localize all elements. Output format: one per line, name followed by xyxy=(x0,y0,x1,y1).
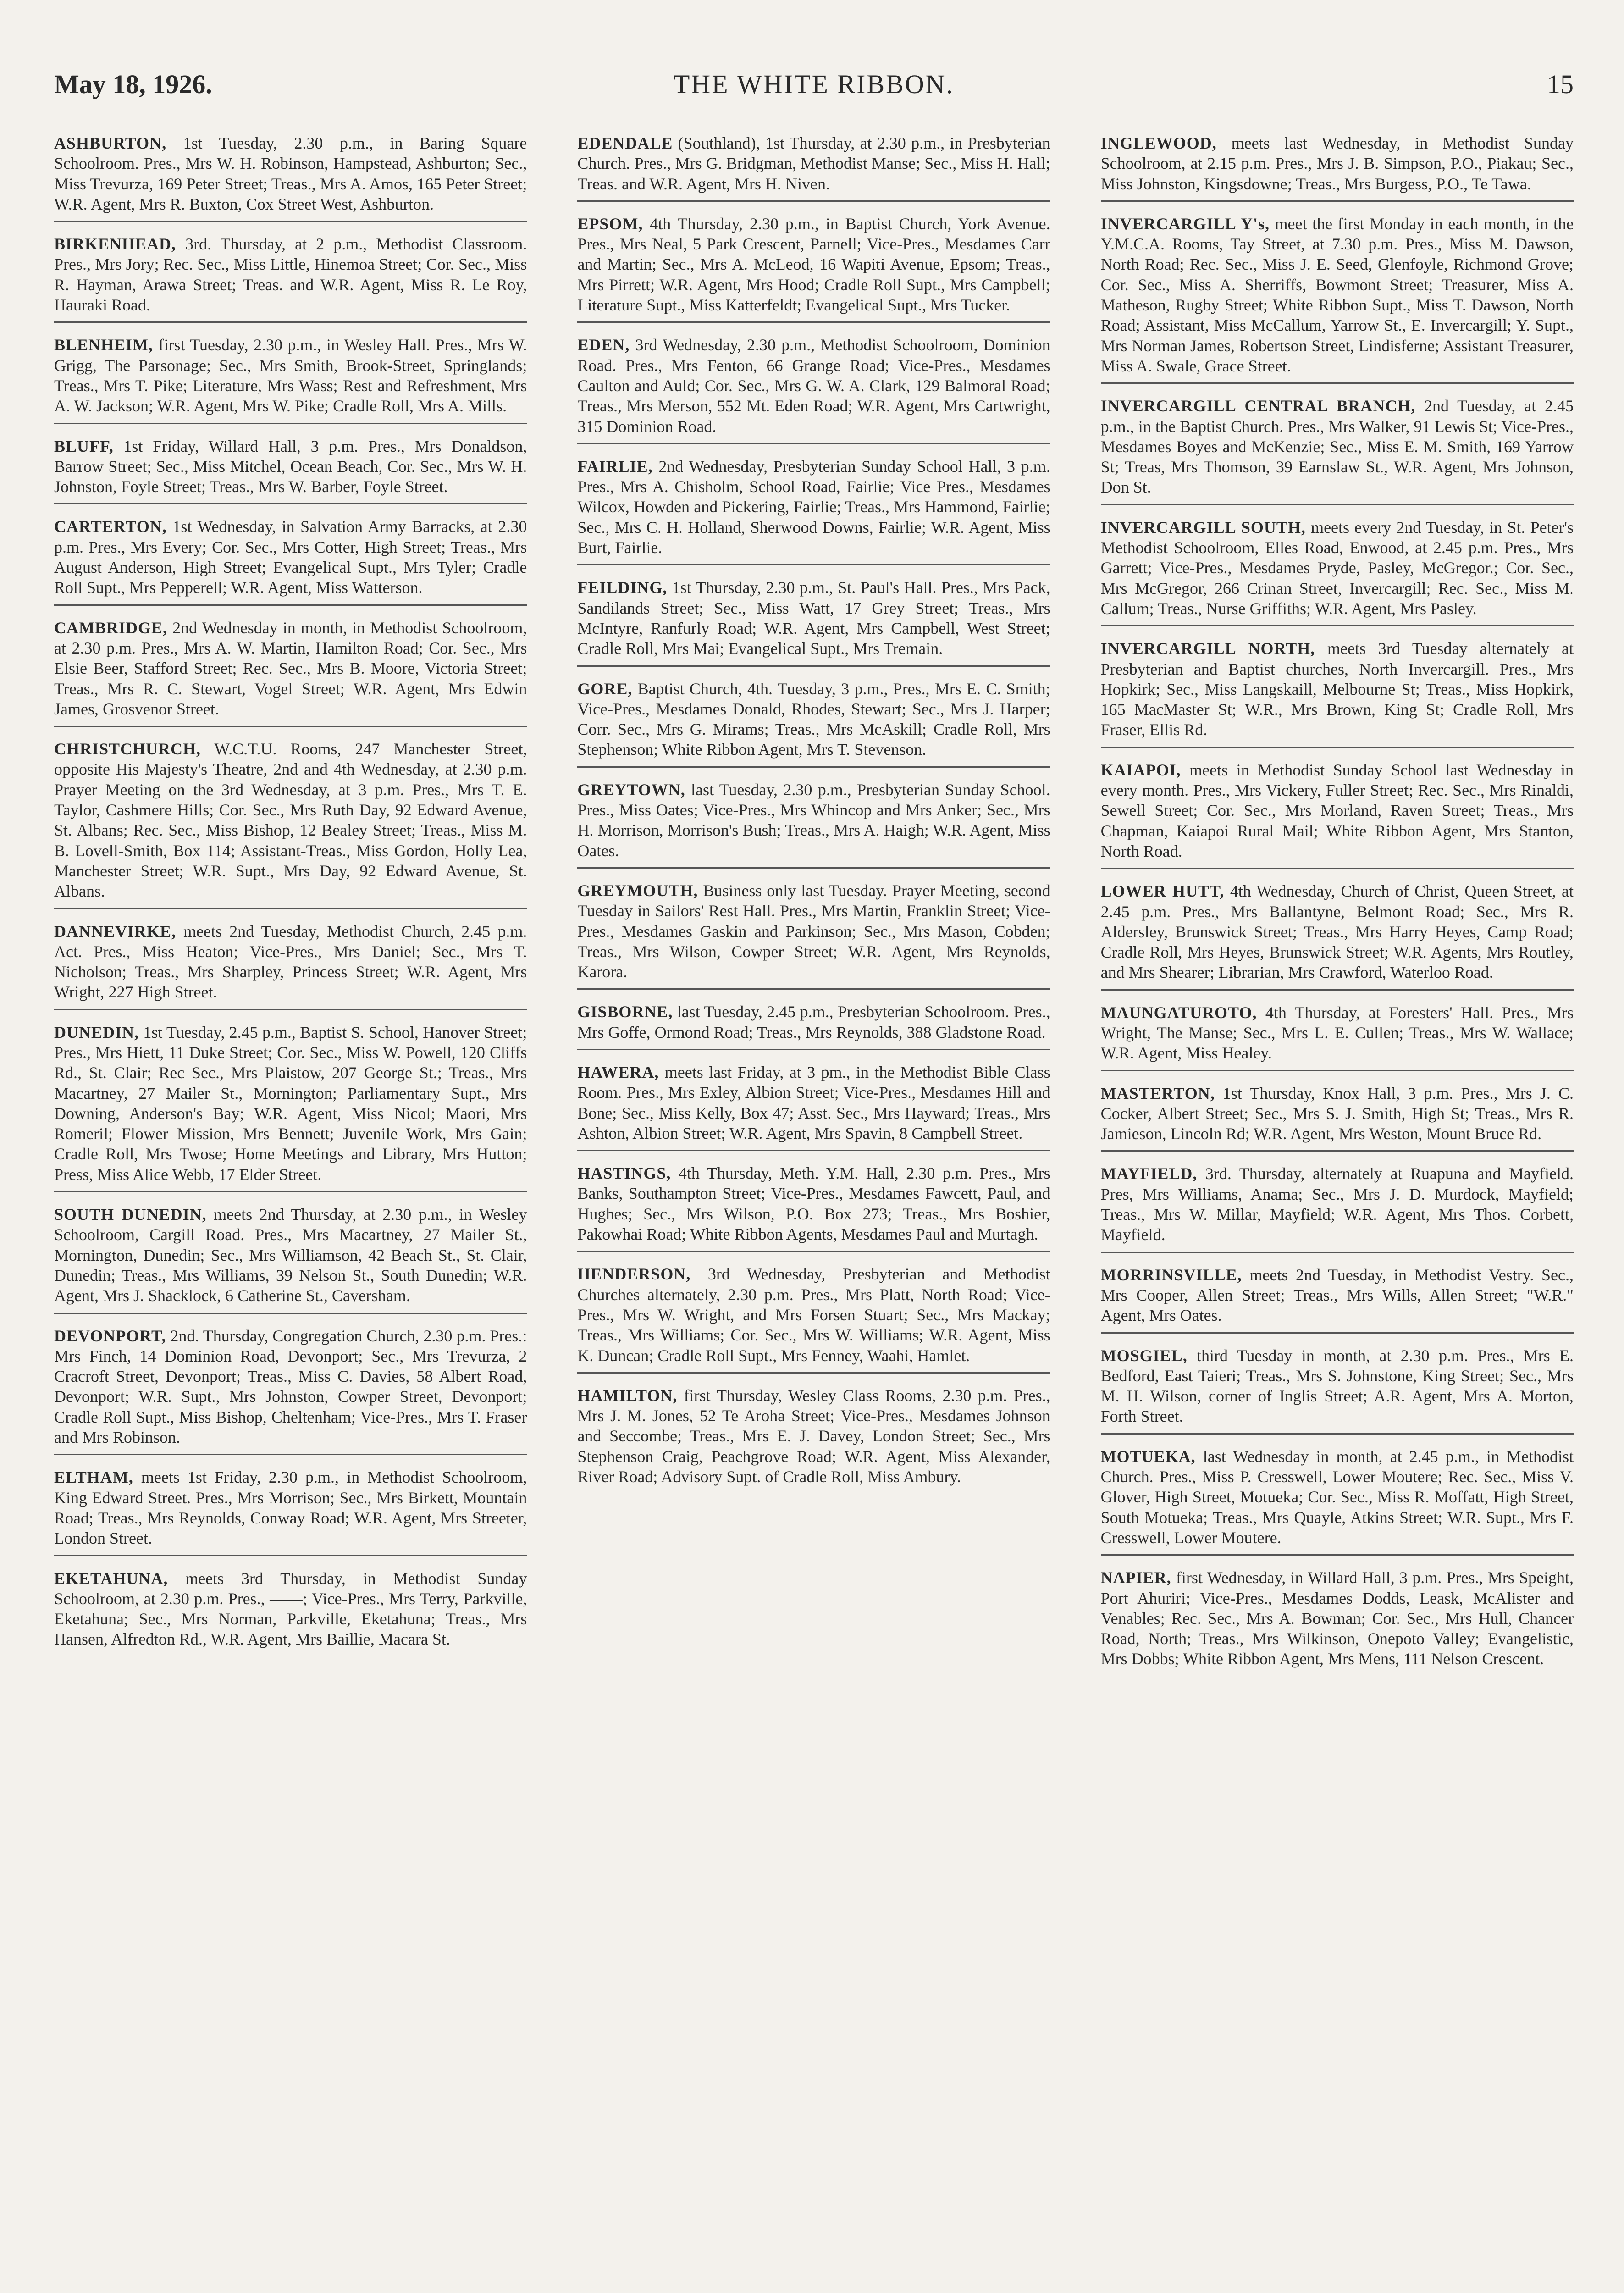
branch-entry xyxy=(54,133,527,222)
branch-details: meets 3rd Thursday, in Methodist Sunday Schoolroom, at 2.30 p.m. Pres., ——; Vice-Pres., Mrs Terry, Parkville, Eketahuna; Sec., Mrs Norman, Parkville, Eketahuna; Treas., Mrs Hansen, Alfredton Rd., W.R. Agent, Mrs Baillie, Macara St. xyxy=(54,1569,527,1649)
branch-details: Business only last Tuesday. Prayer Meeting, second Tuesday in Sailors' Rest Hall. Pres., Mrs Martin, Franklin Street; Vice-Pres., Mesdames Gaskin and Parkinson; Sec., Mrs Mason, Cobden; Treas., Mrs Wilson, Cowper Street; W.R. Agent, Mrs Reynolds, Karora. xyxy=(577,881,1050,981)
branch-entry xyxy=(577,1264,1050,1373)
branch-details: 1st Tuesday, 2.30 p.m., in Baring Square Schoolroom. Pres., Mrs W. H. Robinson, Hampstead, Ashburton; Sec., Miss Trevurza, 169 Peter Street; Treas., Mrs A. Amos, 165 Peter Street; W.R. Agent, Mrs R. Buxton, Cox Street West, Ashburton. xyxy=(54,134,527,213)
branch-entry xyxy=(54,739,527,909)
branch-details: meets in Methodist Sunday School last Wednesday in every month. Pres., Mrs Vickery, Fuller Street; Rec. Sec., Mrs Rinaldi, Sewell Street; Cor. Sec., Mrs Morland, Raven Street; Treas., Mrs Chapman, Kaiapoi Rural Mail; White Ribbon Agent, Mrs Stanton, North Road. xyxy=(1100,760,1574,860)
branch-entry xyxy=(577,1062,1050,1151)
branch-details: 1st Thursday, 2.30 p.m., St. Paul's Hall. Pres., Mrs Pack, Sandilands Street; Sec., Miss Watt, 17 Grey Street; Treas., Mrs McIntyre, Ranfurly Road; W.R. Agent, Mrs Campbell, West Street; Cradle Roll, Mrs Mai; Evangelical Supt., Mrs Tremain. xyxy=(577,578,1050,658)
branch-name: MOSGIEL, xyxy=(1100,1346,1188,1365)
branch-details: meets last Friday, at 3 pm., in the Methodist Bible Class Room. Pres., Mrs Exley, Albion Street; Vice-Pres., Mesdames Hill and Bone; Sec., Miss Kelly, Box 47; Asst. Sec., Mrs Hayward; Treas., Mrs Ashton, Albion Street; W.R. Agent, Mrs Spavin, 8 Campbell Street. xyxy=(577,1063,1050,1142)
branch-details: 2nd. Thursday, Congregation Church, 2.30 p.m. Pres.: Mrs Finch, 14 Dominion Road, Devonport; Sec., Mrs Trevurza, 2 Cracroft Street, Devonport; Treas., Miss C. Davies, 58 Albert Road, Devonport; W.R. Supt., Mrs Johnston, Cowper Street, Devonport; Cradle Roll Supt., Miss Bishop, Cheltenham; Vice-Pres., Mrs T. Fraser and Mrs Robinson. xyxy=(54,1326,527,1447)
branch-entry xyxy=(577,679,1050,768)
branch-details: meets last Wednesday, in Methodist Sunday Schoolroom, at 2.15 p.m. Pres., Mrs J. B. Simpson, P.O., Piakau; Sec., Miss Johnston, Kingsdowne; Treas., Mrs Burgess, P.O., Te Tawa. xyxy=(1100,134,1574,193)
branch-name: FEILDING, xyxy=(577,578,668,597)
branch-name: KAIAPOI, xyxy=(1100,760,1181,779)
branch-details: first Tuesday, 2.30 p.m., in Wesley Hall. Pres., Mrs W. Grigg, The Parsonage; Sec., Mrs Smith, Brook-Street, Springlands; Treas., Mrs T. Pike; Literature, Mrs Wass; Rest and Refreshment, Mrs A. W. Jackson; W.R. Agent, Mrs W. Pike; Cradle Roll, Mrs A. Mills. xyxy=(54,336,527,415)
branch-entry xyxy=(577,1002,1050,1050)
branch-name: CHRISTCHURCH, xyxy=(54,740,201,759)
branch-name: EPSOM, xyxy=(577,214,643,233)
branch-details: 4th Thursday, at Foresters' Hall. Pres., Mrs Wright, The Manse; Sec., Mrs L. E. Cullen; Treas., Mrs W. Wallace; W.R. Agent, Miss Healey. xyxy=(1100,1003,1574,1063)
branch-details: meets 2nd Tuesday, Methodist Church, 2.45 p.m. Act. Pres., Miss Heaton; Vice-Pres., Mrs Daniel; Sec., Mrs T. Nicholson; Treas., Mrs Sharpley, Princess Street; W.R. Agent, Mrs Wright, 227 High Street. xyxy=(54,922,527,1002)
branch-entry xyxy=(577,577,1050,666)
branch-name: EDEN, xyxy=(577,336,630,354)
branch-details: 2nd Wednesday in month, in Methodist Schoolroom, at 2.30 p.m. Pres., Mrs A. W. Martin, Hamilton Road; Cor. Sec., Mrs Elsie Beer, Stafford Street; Rec. Sec., Mrs B. Moore, Victoria Street; Treas., Mrs R. C. Stewart, Vogel Street; W.R. Agent, Mrs Edwin James, Grosvenor Street. xyxy=(54,618,527,718)
branch-name: EDENDALE xyxy=(577,134,673,152)
branch-details: 1st Friday, Willard Hall, 3 p.m. Pres., Mrs Donaldson, Barrow Street; Sec., Miss Mitchel, Ocean Beach, Cor. Sec., Mrs W. H. Johnston, Foyle Street; Treas., Mrs W. Barber, Foyle Street. xyxy=(54,437,527,496)
branch-entry xyxy=(1101,1083,1574,1152)
issue-date: May 18, 1926. xyxy=(54,69,212,99)
branch-name: EKETAHUNA, xyxy=(54,1569,168,1588)
branch-details: (Southland), 1st Thursday, at 2.30 p.m., in Presbyterian Church. Pres., Mrs G. Bridgman, Methodist Manse; Sec., Miss H. Hall; Treas. and W.R. Agent, Mrs H. Niven. xyxy=(577,134,1050,193)
branch-details: first Thursday, Wesley Class Rooms, 2.30 p.m. Pres., Mrs J. M. Jones, 52 Te Aroha Street; Vice-Pres., Mesdames Johnson and Seccombe; Treas., Mrs E. J. Davey, London Street; Sec., Mrs Stephenson Craig, Peachgrove Road; W.R. Agent, Miss Alexander, River Road; Advisory Supt. of Cradle Roll, Miss Ambury. xyxy=(577,1386,1050,1486)
branch-entry xyxy=(1101,133,1574,202)
branch-name: BLUFF, xyxy=(54,437,114,455)
branch-details: 4th Thursday, 2.30 p.m., in Baptist Church, York Avenue. Pres., Mrs Neal, 5 Park Crescent, Parnell; Vice-Pres., Mesdames Carr and Martin; Sec., Mrs A. McLeod, 16 Wapiti Avenue, Epsom; Treas., Mrs Pirrett; W.R. Agent, Mrs Hood; Cradle Roll Supt., Mrs Campbell; Literature Supt., Miss Katterfeldt; Evangelical Supt., Mrs Tucker. xyxy=(577,214,1050,315)
branch-name: GREYTOWN, xyxy=(577,780,685,799)
page-number: 15 xyxy=(1547,69,1574,99)
branch-name: DANNEVIRKE, xyxy=(54,922,177,941)
branch-details: last Tuesday, 2.30 p.m., Presbyterian Sunday School. Pres., Miss Oates; Vice-Pres., Mrs Whincop and Mrs Anker; Sec., Mrs H. Morrison, Morrison's Bush; Treas., Mrs A. Haigh; W.R. Agent, Miss Oates. xyxy=(577,780,1050,860)
page-header xyxy=(54,55,1574,105)
branch-name: CAMBRIDGE, xyxy=(54,618,168,637)
branch-name: HASTINGS, xyxy=(577,1164,671,1183)
branch-details: meet the first Monday in each month, in the Y.M.C.A. Rooms, Tay Street, at 7.30 p.m. Pres., Miss M. Dawson, North Road; Rec. Sec., Miss J. E. Seed, Glenfoyle, Richmond Grove; Cor. Sec., Miss A. Sherriffs, Bowmont Street; Treasurer, Miss A. Matheson, Rugby Street; White Ribbon Supt., Miss T. Dawson, North Road; Assistant, Miss McCallum, Yarrow St., E. Invercargill; Y. Supt., Mrs Norman James, Robertson Street, Lindisferne; Assistant Treasurer, Miss A. Swale, Grace Street. xyxy=(1100,214,1574,375)
branch-entry xyxy=(1101,1002,1574,1071)
branch-name: CARTERTON, xyxy=(54,517,167,536)
branch-entry xyxy=(1101,1163,1574,1252)
branch-entry xyxy=(577,335,1050,444)
branch-name: MORRINSVILLE, xyxy=(1100,1265,1242,1284)
branch-entry xyxy=(54,335,527,424)
branch-entry xyxy=(1101,1446,1574,1556)
branch-name: MAUNGATUROTO, xyxy=(1100,1003,1257,1022)
branch-entry xyxy=(1101,396,1574,505)
branch-details: 1st Tuesday, 2.45 p.m., Baptist S. School, Hanover Street; Pres., Mrs Hiett, 11 Duke Street; Cor. Sec., Miss W. Powell, 120 Cliffs Rd., St. Clair; Rec Sec., Mrs Plaistow, 207 George St.; Treas., Mrs Macartney, 27 Mailer St., Mornington; Parliamentary Supt., Mrs Downing, Anderson's Bay; W.R. Agent, Miss Nicol; Maori, Mrs Romeril; Flower Mission, Mrs Bennett; Juvenile Work, Mrs Gain; Cradle Roll, Mrs Twose; Home Meetings and Library, Mrs Hutton; Press, Miss Alice Webb, 17 Elder Street. xyxy=(54,1023,527,1184)
branch-entry xyxy=(54,234,527,323)
branch-name: MASTERTON, xyxy=(1100,1084,1215,1102)
branch-entry xyxy=(54,921,527,1010)
branch-name: HAWERA, xyxy=(577,1063,659,1081)
branch-entry xyxy=(54,516,527,605)
branch-entry xyxy=(577,1385,1050,1493)
branch-name: DUNEDIN, xyxy=(54,1023,139,1041)
branch-details: 1st Wednesday, in Salvation Army Barracks, at 2.30 p.m. Pres., Mrs Every; Cor. Sec., Mrs Cotter, High Street; Treas., Mrs August Anderson, High Street; Evangelical Supt., Mrs Tyler; Cradle Roll Supt., Mrs Pepperell; W.R. Agent, Miss Watterson. xyxy=(54,517,527,597)
branch-name: INVERCARGILL SOUTH, xyxy=(1100,518,1306,537)
branch-details: 4th Thursday, Meth. Y.M. Hall, 2.30 p.m. Pres., Mrs Banks, Southampton Street; Vice-Pres., Mesdames Fawcett, Paul, and Hughes; Sec., Mrs Wilson, P.O. Box 273; Treas., Mrs Boshier, Pakowhai Road; White Ribbon Agents, Mesdames Paul and Murtagh. xyxy=(577,1164,1050,1244)
branch-entry xyxy=(1101,214,1574,384)
branch-name: INVERCARGILL NORTH, xyxy=(1100,639,1315,658)
branch-name: GISBORNE, xyxy=(577,1002,673,1021)
branch-entry xyxy=(54,618,527,727)
branch-name: NAPIER, xyxy=(1100,1568,1171,1587)
branch-details: last Tuesday, 2.45 p.m., Presbyterian Schoolroom. Pres., Mrs Goffe, Ormond Road; Treas., Mrs Reynolds, 388 Gladstone Road. xyxy=(577,1002,1050,1041)
branch-details: 3rd. Thursday, at 2 p.m., Methodist Classroom. Pres., Mrs Jory; Rec. Sec., Miss Little, Hinemoa Street; Cor. Sec., Miss R. Hayman, Arawa Street; Treas. and W.R. Agent, Miss R. Le Roy, Hauraki Road. xyxy=(54,235,527,315)
branch-details: meets 2nd Thursday, at 2.30 p.m., in Wesley Schoolroom, Cargill Road. Pres., Mrs Macartney, 27 Mailer St., Mornington, Dunedin; Sec., Mrs Williamson, 42 Beach St., St. Clair, Dunedin; Treas., Mrs Williams, 39 Nelson St., South Dunedin; W.R. Agent, Mrs J. Shacklock, 6 Catherine St., Caversham. xyxy=(54,1205,527,1305)
branch-name: BLENHEIM, xyxy=(54,336,154,354)
branch-entry xyxy=(1101,517,1574,626)
branch-entry xyxy=(54,1326,527,1456)
branch-name: LOWER HUTT, xyxy=(1100,882,1225,901)
branch-entry xyxy=(1101,760,1574,869)
branch-entry xyxy=(1101,1346,1574,1435)
branch-details: W.C.T.U. Rooms, 247 Manchester Street, opposite His Majesty's Theatre, 2nd and 4th Wednesday, at 2.30 p.m. Prayer Meeting on the 3rd Wednesday, at 3 p.m. Pres., Mrs T. E. Taylor, Cashmere Hills; Cor. Sec., Mrs Ruth Day, 92 Edward Avenue, St. Albans; Rec. Sec., Miss Bishop, 12 Bealey Street; Treas., Miss M. B. Lovell-Smith, Box 114; Assistant-Treas., Miss Gordon, Holly Lea, Manchester Street; W.R. Supt., Mrs Day, 92 Edward Avenue, St. Albans. xyxy=(54,740,527,901)
branch-details: third Tuesday in month, at 2.30 p.m. Pres., Mrs E. Bedford, East Taieri; Treas., Mrs S. Johnstone, King Street; Sec., Mrs M. H. Wilson, corner of Inglis Street; A.R. Agent, Mrs A. Morton, Forth Street. xyxy=(1100,1346,1574,1426)
branch-entry xyxy=(577,456,1050,565)
branch-details: 1st Thursday, Knox Hall, 3 p.m. Pres., Mrs J. C. Cocker, Albert Street; Sec., Mrs S. J. Smith, High St; Treas., Mrs R. Jamieson, Lincoln Rd; W.R. Agent, Mrs Weston, Mount Bruce Rd. xyxy=(1100,1084,1574,1143)
branch-details: last Wednesday in month, at 2.45 p.m., in Methodist Church. Pres., Miss P. Cresswell, Lower Moutere; Rec. Sec., Miss V. Glover, High Street, Motueka; Cor. Sec., Miss R. Moffatt, High Street, South Motueka; Treas., Mrs Quayle, Atkins Street; W.R. Supt., Mrs F. Cresswell, Lower Moutere. xyxy=(1100,1447,1574,1547)
branch-entry xyxy=(1101,1567,1574,1675)
branch-details: Baptist Church, 4th. Tuesday, 3 p.m., Pres., Mrs E. C. Smith; Vice-Pres., Mesdames Donald, Rhodes, Stewart; Sec., Mrs J. Harper; Corr. Sec., Mrs G. Mirams; Treas., Mrs McAskill; Cradle Roll, Mrs Stephenson; White Ribbon Agent, Mrs T. Stevenson. xyxy=(577,679,1050,759)
branch-name: INVERCARGILL CENTRAL BRANCH, xyxy=(1100,397,1416,415)
branch-entry xyxy=(54,1204,527,1313)
directory-columns xyxy=(54,133,1574,2265)
branch-name: INVERCARGILL Y's, xyxy=(1100,214,1270,233)
branch-details: 4th Wednesday, Church of Christ, Queen Street, at 2.45 p.m. Pres., Mrs Ballantyne, Belmont Road; Sec., Mrs R. Aldersley, Brunswick Street; Treas., Mrs Harry Heyes, Camp Road; Cradle Roll, Mrs Heyes, Brunswick Street; W.R. Agents, Mrs Routley, and Mrs Shearer; Librarian, Mrs Crawford, Waterloo Road. xyxy=(1100,882,1574,982)
branch-name: DEVONPORT, xyxy=(54,1326,166,1345)
branch-name: INGLEWOOD, xyxy=(1100,134,1217,152)
branch-entry xyxy=(54,1022,527,1192)
branch-name: BIRKENHEAD, xyxy=(54,235,177,254)
branch-details: meets 3rd Tuesday alternately at Presbyterian and Baptist churches, North Invercargill. Pres., Mrs Hopkirk; Sec., Miss Langskaill, Melbourne St; Treas., Miss Hopkirk, 165 MacMaster St; W.R., Mrs Brown, King St; Cradle Roll, Mrs Fraser, Ellis Rd. xyxy=(1100,639,1574,739)
branch-details: meets 2nd Tuesday, in Methodist Vestry. Sec., Mrs Cooper, Allen Street; Treas., Mrs Wills, Allen Street; "W.R." Agent, Mrs Oates. xyxy=(1100,1265,1574,1325)
branch-details: 3rd Wednesday, 2.30 p.m., Methodist Schoolroom, Dominion Road. Pres., Mrs Fenton, 66 Grange Road; Vice-Pres., Mesdames Caulton and Auld; Cor. Sec., Mrs G. W. A. Clark, 129 Balmoral Road; Treas., Mrs Merson, 552 Mt. Eden Road; W.R. Agent, Mrs Cartwright, 315 Dominion Road. xyxy=(577,336,1050,436)
branch-entry xyxy=(577,881,1050,990)
branch-details: 2nd Tuesday, at 2.45 p.m., in the Baptist Church. Pres., Mrs Walker, 91 Lewis St; Vice-Pres., Mesdames Boyes and McKenzie; Sec., Miss E. M. Smith, 169 Yarrow St; Treas, Mrs Thomson, 39 Earnslaw St., W.R. Agent, Mrs Johnson, Don St. xyxy=(1100,397,1574,497)
branch-details: meets every 2nd Tuesday, in St. Peter's Methodist Schoolroom, Elles Road, Enwood, at 2.45 p.m. Pres., Mrs Garrett; Vice-Pres., Mesdames Pryde, Pasley, McGregor.; Cor. Sec., Mrs McGregor, 266 Crinan Street, Invercargill; Rec. Sec., Miss M. Callum; Treas., Nurse Griffiths; W.R. Agent, Mrs Pasley. xyxy=(1100,518,1574,618)
branch-entry xyxy=(54,1467,527,1556)
branch-name: GORE, xyxy=(577,679,633,698)
branch-name: HENDERSON, xyxy=(577,1265,691,1284)
branch-entry xyxy=(577,214,1050,323)
branch-name: MOTUEKA, xyxy=(1100,1447,1196,1466)
branch-entry xyxy=(54,436,527,505)
branch-details: first Wednesday, in Willard Hall, 3 p.m. Pres., Mrs Speight, Port Ahuriri; Vice-Pres., Mesdames Dodds, Leask, McAlister and Venables; Rec. Sec., Mrs A. Bowman; Cor. Sec., Mrs Hull, Chancer Road, North; Treas., Mrs Wilkinson, Onepoto Valley; Evangelistic, Mrs Dobbs; White Ribbon Agent, Mrs Mens, 111 Nelson Crescent. xyxy=(1100,1568,1574,1668)
branch-entry xyxy=(54,1568,527,1656)
branch-details: 3rd. Thursday, alternately at Ruapuna and Mayfield. Pres, Mrs Williams, Anama; Sec., Mrs J. D. Murdock, Mayfield; Treas., Mrs W. Millar, Mayfield; W.R. Agent, Mrs Thos. Corbett, Mayfield. xyxy=(1100,1164,1574,1244)
branch-name: ELTHAM, xyxy=(54,1468,133,1487)
branch-details: 2nd Wednesday, Presbyterian Sunday School Hall, 3 p.m. Pres., Mrs A. Chisholm, School Road, Fairlie; Vice Pres., Mesdames Wilcox, Howden and Pickering, Fairlie; Treas., Mrs Hammond, Fairlie; Sec., Mrs C. H. Holland, Sherwood Downs, Fairlie; W.R. Agent, Miss Burt, Fairlie. xyxy=(577,457,1050,557)
branch-details: 3rd Wednesday, Presbyterian and Methodist Churches alternately, 2.30 p.m. Pres., Mrs Platt, North Road; Vice-Pres., Mrs W. Wright, and Mrs Forsen Stuart; Sec., Mrs Mackay; Treas., Mrs Williams; Cor. Sec., Mrs W. Williams; W.R. Agent, Miss K. Duncan; Cradle Roll Supt., Mrs Fenney, Waahi, Hamlet. xyxy=(577,1265,1050,1365)
branch-details: meets 1st Friday, 2.30 p.m., in Methodist Schoolroom, King Edward Street. Pres., Mrs Morrison; Sec., Mrs Birkett, Mountain Road; Treas., Mrs Reynolds, Conway Road; W.R. Agent, Mrs Streeter, London Street. xyxy=(54,1468,527,1548)
branch-name: HAMILTON, xyxy=(577,1386,678,1405)
branch-entry xyxy=(1101,1265,1574,1334)
branch-name: FAIRLIE, xyxy=(577,457,653,476)
branch-name: SOUTH DUNEDIN, xyxy=(54,1205,207,1224)
branch-entry xyxy=(1101,638,1574,748)
column-2 xyxy=(577,133,1050,2265)
column-3 xyxy=(1101,133,1574,2265)
branch-entry xyxy=(577,133,1050,202)
branch-name: ASHBURTON, xyxy=(54,134,167,152)
branch-name: GREYMOUTH, xyxy=(577,881,698,900)
publication-title: THE WHITE RIBBON. xyxy=(673,69,955,99)
branch-entry xyxy=(577,1163,1050,1252)
branch-name: MAYFIELD, xyxy=(1100,1164,1198,1183)
column-1 xyxy=(54,133,527,2265)
branch-entry xyxy=(1101,881,1574,990)
branch-entry xyxy=(577,780,1050,869)
